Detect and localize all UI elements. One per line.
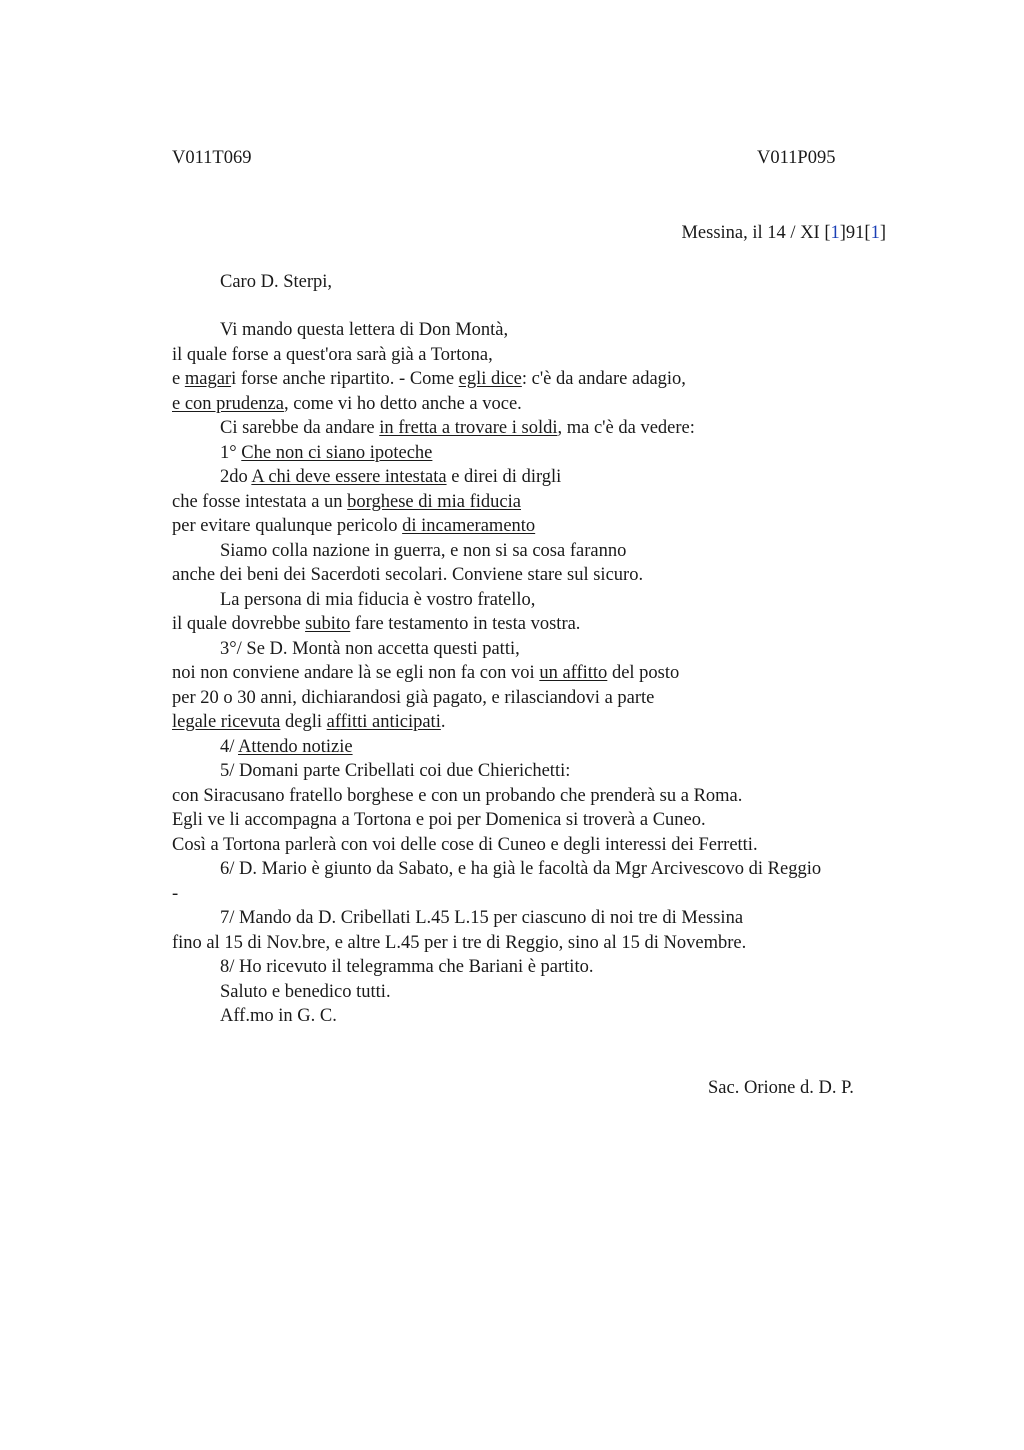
text-run: Egli ve li accompagna a Tortona e poi per Domenica si troverà a Cuneo.: [172, 810, 706, 830]
letter-line: [172, 441, 932, 466]
text-run: del posto: [607, 663, 680, 683]
footnote-ref-2[interactable]: 1: [870, 223, 880, 243]
text-run: 3°/ Se D. Montà non accetta questi patti,: [220, 638, 520, 659]
text-run: fino al 15 di Nov.bre, e altre L.45 per i tre di Reggio, sino al 15 di Novembre.: [172, 932, 747, 953]
underlined-text: subito: [305, 614, 351, 634]
date-mid: ]91[: [839, 223, 871, 243]
letter-line: [172, 392, 932, 417]
text-run: , come vi ho detto anche a voce.: [283, 393, 522, 414]
underlined-text: di incameramento: [402, 516, 536, 536]
text-run: i forse anche ripartito. - Come: [231, 369, 459, 389]
text-run: La persona di mia fiducia è vostro fratello,: [220, 589, 536, 610]
letter-line: [172, 808, 932, 833]
text-run: degli: [280, 712, 327, 732]
letter-line: [172, 343, 932, 368]
letter-line: [172, 318, 932, 343]
letter-line: [172, 490, 932, 515]
letter-line: [172, 465, 932, 490]
text-run: e direi di dirgli: [446, 467, 562, 487]
text-run: per 20 o 30 anni, dichiarandosi già pagato, e rilasciandovi a parte: [172, 687, 655, 708]
text-run: 6/ D. Mario è giunto da Sabato, e ha già le facoltà da Mgr Arcivescovo di Reggio: [220, 859, 822, 879]
text-run: : c'è da andare adagio,: [521, 369, 686, 389]
letter-line: [172, 637, 932, 662]
text-run: Così a Tortona parlerà con voi delle cose di Cuneo e degli interessi dei Ferretti.: [172, 834, 758, 855]
text-run: fare testamento in testa vostra.: [350, 614, 581, 634]
text-run: Siamo colla nazione in guerra, e non si sa cosa faranno: [220, 540, 627, 561]
letter-line: [172, 906, 932, 931]
letter-line: [172, 514, 932, 539]
letter-line: [172, 784, 932, 809]
text-run: Aff.mo in G. C.: [220, 1006, 337, 1026]
letter-line: [172, 539, 932, 564]
footnote-ref-1[interactable]: 1: [830, 223, 840, 243]
letter-body: [172, 318, 932, 1029]
text-run: noi non conviene andare là se egli non fa con voi: [172, 663, 540, 683]
text-run: per evitare qualunque pericolo: [172, 516, 403, 536]
letter-date: [681, 221, 886, 245]
letter-line: [172, 955, 932, 980]
text-run: 2do: [220, 467, 252, 487]
letter-line: [172, 931, 932, 956]
text-run: 7/ Mando da D. Cribellati L.45 L.15 per ciascuno di noi tre di Messina: [220, 908, 744, 928]
letter-line: [172, 416, 932, 441]
signature: Sac. Orione d. D. P.: [708, 1078, 854, 1098]
underlined-text: e con prudenza: [172, 393, 284, 414]
date-prefix: Messina, il 14 / XI [: [681, 223, 831, 243]
text-run: , ma c'è da vedere:: [557, 418, 695, 438]
letter-line: [172, 833, 932, 858]
text-run: .: [440, 712, 446, 732]
letter-line: [172, 588, 932, 613]
date-suffix: ]: [879, 223, 886, 243]
document-code-right: V011P095: [757, 148, 836, 168]
text-run: Saluto e benedico tutti.: [220, 981, 391, 1002]
letter-line: [172, 857, 932, 882]
underlined-text: in fretta a trovare i soldi: [379, 418, 558, 438]
underlined-text: Attendo notizie: [238, 736, 353, 757]
text-run: 1°: [220, 442, 242, 463]
text-run: Vi mando questa lettera di Don Montà,: [220, 320, 509, 340]
letter-line: [172, 759, 932, 784]
text-run: 4/: [220, 736, 238, 757]
underlined-text: legale ricevuta: [172, 712, 281, 732]
text-run: che fosse intestata a un: [172, 491, 348, 512]
greeting: Caro D. Sterpi,: [220, 272, 333, 292]
document-code-left: V011T069: [172, 148, 252, 168]
letter-line: [172, 882, 932, 907]
letter-line: [172, 661, 932, 686]
text-run: con Siracusano fratello borghese e con un probando che prenderà su a Roma.: [172, 785, 743, 806]
letter-line: [172, 612, 932, 637]
text-run: 5/ Domani parte Cribellati coi due Chierichetti:: [220, 761, 571, 781]
letter-line: [172, 735, 932, 760]
text-run: il quale forse a quest'ora sarà già a Tortona,: [172, 344, 493, 365]
text-run: 8/ Ho ricevuto il telegramma che Bariani è partito.: [220, 957, 594, 977]
letter-line: [172, 686, 932, 711]
text-run: e: [172, 369, 185, 389]
underlined-text: un affitto: [539, 663, 608, 683]
text-run: il quale dovrebbe: [172, 614, 306, 634]
text-run: anche dei beni dei Sacerdoti secolari. Conviene stare sul sicuro.: [172, 565, 644, 585]
letter-line: [172, 710, 932, 735]
underlined-text: Che non ci siano ipoteche: [241, 442, 433, 463]
underlined-text: A chi deve essere intestata: [251, 467, 447, 487]
underlined-text: egli dice: [458, 369, 522, 389]
text-run: -: [172, 883, 179, 904]
letter-line: [172, 1004, 932, 1029]
letter-line: [172, 367, 932, 392]
underlined-text: affitti anticipati: [326, 712, 441, 732]
underlined-text: magar: [184, 369, 232, 389]
letter-line: [172, 563, 932, 588]
text-run: Ci sarebbe da andare: [220, 418, 380, 438]
underlined-text: borghese di mia fiducia: [347, 491, 521, 512]
letter-line: [172, 980, 932, 1005]
